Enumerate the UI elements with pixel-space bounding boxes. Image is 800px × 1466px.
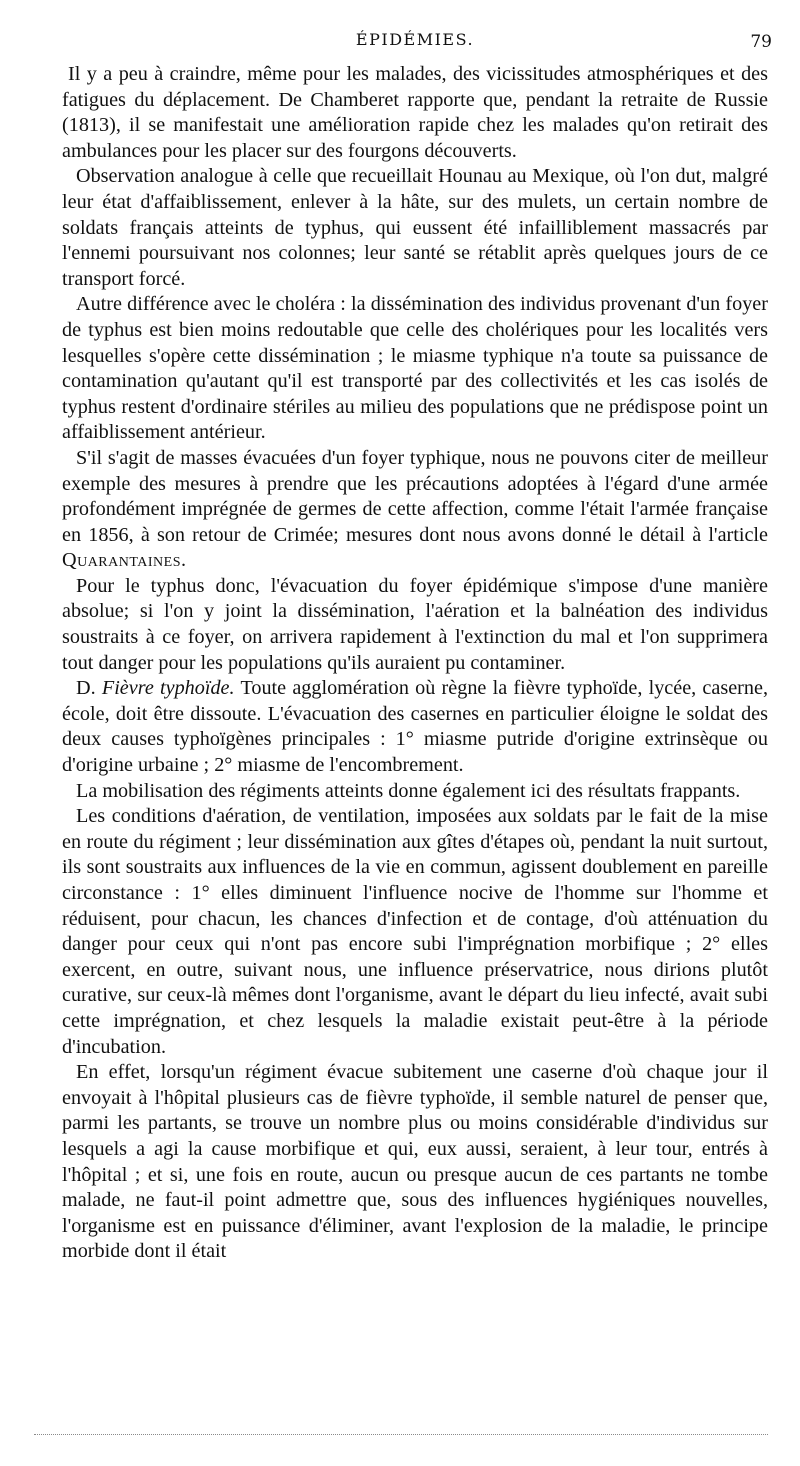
page	[62, 28, 772, 1265]
paragraph: Il y a peu à craindre, même pour les malades, des vicissitudes atmosphériques et des fatigues du déplacement. De Chamberet rapporte que, pendant la retraite de Russie (1813), il se manifestait une amélioration rapide chez les malades qu'on retirait des ambulances pour les placer sur des fourgons découverts.	[62, 63, 768, 162]
paragraph-end: .	[181, 549, 187, 572]
paragraph: Autre différence avec le choléra : la dissémination des individus provenant d'un foyer de typhus est bien moins redoutable que celle des cholériques pour les localités vers lesquelles s'opère cette dissémination ; le miasme typhique n'a toute sa puissance de contamination qu'autant qu'il est transporté par des collectivités et les cas isolés de typhus restent d'ordinaire stériles au milieu des populations que ne prédispose point un affaiblissement antérieur.	[62, 293, 768, 444]
bottom-dotted-rule	[34, 1434, 768, 1435]
article-reference: Quarantaines	[62, 549, 182, 572]
running-title: ÉPIDÉMIES.	[355, 30, 475, 49]
page-number: 79	[750, 32, 772, 52]
body-text	[62, 62, 768, 1265]
section-title: Fièvre typhoïde.	[101, 677, 235, 700]
paragraph: Les conditions d'aération, de ventilation, imposées aux soldats par le fait de la mise en route du régiment ; leur dissémination aux gîtes d'étapes où, pendant la nuit surtout, ils sont soustraits aux influences de la vie en commun, agissent doublement en pareille circonstance : 1° elles diminuent l'influence nocive de l'homme sur l'homme et réduisent, pour chacun, les chances d'infection et de contage, d'où atténuation du danger pour ceux qui n'ont pas encore subi l'imprégnation morbifique ; 2° elles exercent, en outre, suivant nous, une influence préservatrice, nous dirions plutôt curative, sur ceux-là mêmes dont l'organisme, avant le départ du lieu infecté, avait subi cette imprégnation, et chez lesquels la maladie existait peut-être à la période d'incubation.	[62, 805, 768, 1058]
running-header	[62, 28, 772, 62]
paragraph: Observation analogue à celle que recueillait Hounau au Mexique, où l'on dut, malgré leur état d'affaiblissement, enlever à la hâte, sur des mulets, un certain nombre de soldats français atteints de typhus, qui eussent été infailliblement massacrés par l'ennemi poursuivant nos colonnes; leur santé se rétablit après quelques jours de ce transport forcé.	[62, 165, 768, 290]
paragraph: En effet, lorsqu'un régiment évacue subitement une caserne d'où chaque jour il envoyait à l'hôpital plusieurs cas de fièvre typhoïde, il semble naturel de penser que, parmi les partants, se trouve un nombre plus ou moins considérable d'individus sur lesquels a agi la cause morbifique et qui, eux aussi, seraient, à leur tour, entrés à l'hôpital ; et si, une fois en route, aucun ou presque aucun de ces partants ne tombe malade, ne faut-il point admettre que, sous des influences hygiéniques nouvelles, l'organisme est en puissance d'éliminer, avant l'explosion de la maladie, le principe morbide dont il était	[62, 1061, 768, 1263]
section-text: Toute agglomération où règne la fièvre typhoïde, lycée, caserne, école, doit être dissoute. L'évacuation des casernes en particulier éloigne le soldat des deux causes typhoïgènes principales : 1° miasme putride d'origine extrinsèque ou d'origine urbaine ; 2° miasme de l'encombrement.	[62, 677, 768, 777]
paragraph: La mobilisation des régiments atteints donne également ici des résultats frappants.	[76, 779, 741, 802]
section-d-paragraph	[62, 676, 768, 778]
paragraph: Pour le typhus donc, l'évacuation du foyer épidémique s'impose d'une manière absolue; si l'on y joint la dissémination, l'aération et la balnéation des individus soustraits à ce foyer, on arrivera rapidement à l'extinction du mal et l'on supprimera tout danger pour les populations qu'ils auraient pu contaminer.	[62, 574, 768, 674]
section-letter: D.	[76, 677, 96, 700]
paragraph	[62, 446, 768, 574]
paragraph-text: S'il s'agit de masses évacuées d'un foyer typhique, nous ne pouvons citer de meilleur exemple des mesures à prendre que les précautions adoptées à l'égard d'une armée profondément imprégnée de germes de cette affection, comme l'était l'armée française en 1856, à son retour de Crimée; mesures dont nous avons donné le détail à l'article	[62, 446, 768, 546]
